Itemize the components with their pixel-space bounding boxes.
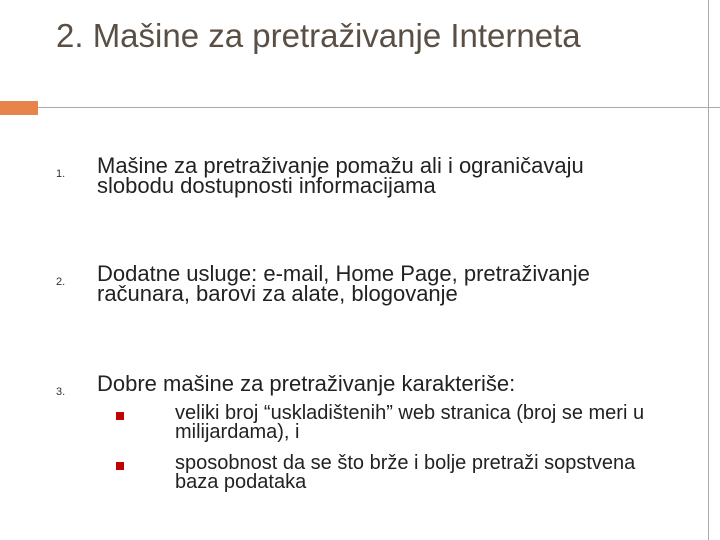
sublist-item (116, 404, 655, 442)
title-divider (38, 107, 720, 108)
square-bullet-icon (116, 412, 124, 420)
list-item-number: 3. (56, 386, 66, 398)
list-item-number: 2. (56, 276, 66, 288)
square-bullet-icon (116, 462, 124, 470)
list-item (56, 261, 617, 306)
list-item (56, 371, 657, 398)
sublist-item-text: sposobnost da se što brže i bolje pretraži sopstvena baza podataka (175, 452, 636, 493)
list-item-text: Dodatne usluge: e-mail, Home Page, pretraživanje računara, barovi za alate, blogovanje (97, 261, 590, 306)
list-item-number: 1. (56, 168, 66, 180)
slide-title: 2. Mašine za pretraživanje Interneta (56, 17, 581, 54)
sublist-item (116, 454, 655, 492)
sublist-item-text: veliki broj “uskladištenih” web stranica (broj se meri u milijardama), i (175, 402, 645, 443)
list-item-text: Dobre mašine za pretraživanje karakteriše: (97, 371, 516, 396)
list-item (56, 153, 617, 198)
right-divider (708, 0, 709, 540)
title-accent-bar (0, 101, 38, 115)
list-item-text: Mašine za pretraživanje pomažu ali i ograničavaju slobodu dostupnosti informacijama (97, 153, 584, 198)
